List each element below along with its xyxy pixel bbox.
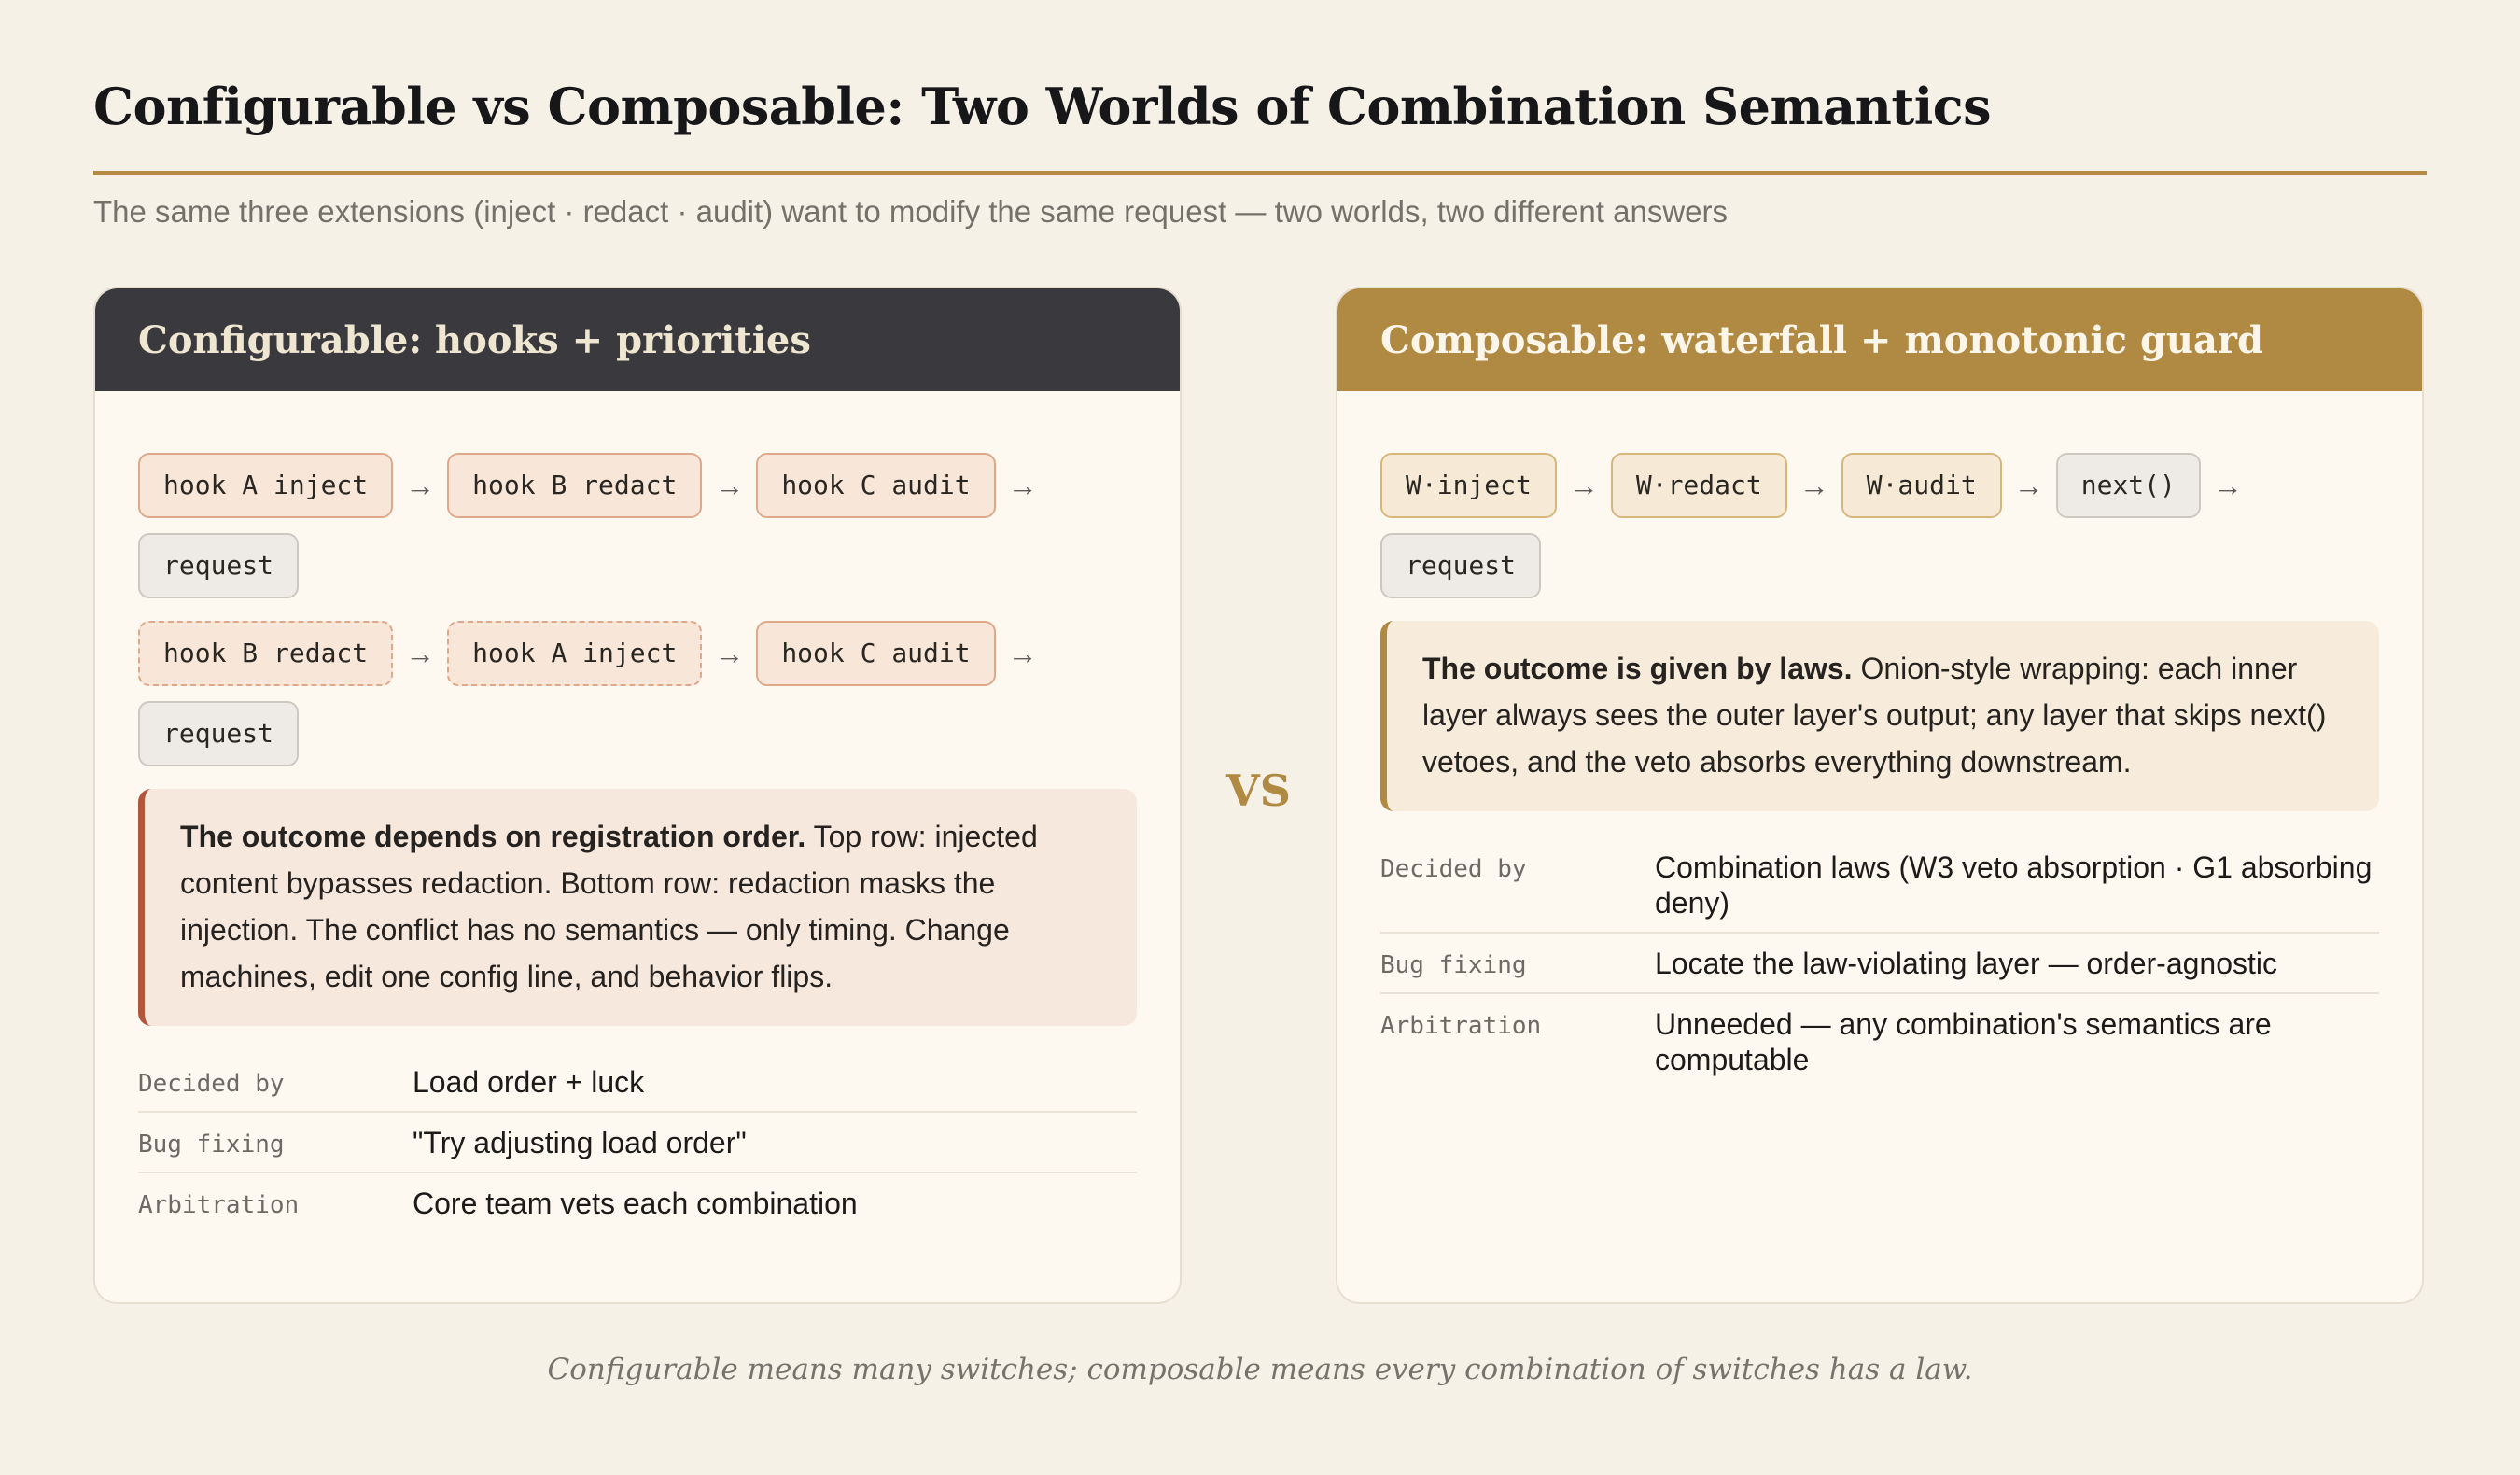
row-value: Core team vets each combination	[413, 1187, 858, 1220]
row-key: Decided by	[138, 1070, 285, 1098]
flow-row-top	[138, 453, 1137, 598]
arrow-right-icon: →	[1007, 637, 1038, 670]
row-value: Locate the law-violating layer — order-agnostic	[1655, 947, 2277, 980]
page-subtitle: The same three extensions (inject · redact · audit) want to modify the same request — two worlds, two different answers	[93, 194, 1728, 229]
arrow-right-icon: →	[1568, 469, 1599, 502]
table-row	[138, 1113, 1137, 1173]
table-row	[1380, 994, 2379, 1089]
flow-chip-w-redact: W·redact	[1611, 453, 1787, 518]
row-value: Combination laws (W3 veto absorption · G1 absorbing deny)	[1655, 850, 2373, 920]
row-key: Arbitration	[138, 1191, 300, 1219]
table-row	[138, 1052, 1137, 1113]
flow-chip-request: request	[1380, 533, 1541, 598]
callout-text: Onion-style wrapping: each inner layer always sees the outer layer's output; any layer that skips next() vetoes, and the veto absorbs everything downstream.	[1422, 652, 2327, 779]
vs-label: VS	[1226, 766, 1291, 816]
arrow-right-icon: →	[2013, 469, 2044, 502]
arrow-right-icon: →	[2212, 469, 2243, 502]
table-row	[138, 1173, 1137, 1232]
composable-panel-header: Composable: waterfall + monotonic guard	[1337, 288, 2422, 391]
flow-chip-w-audit: W·audit	[1841, 453, 2002, 518]
arrow-right-icon: →	[405, 637, 436, 670]
arrow-right-icon: →	[1007, 469, 1038, 502]
flow-row-waterfall	[1380, 453, 2379, 598]
table-row	[1380, 934, 2379, 994]
row-value: Unneeded — any combination's semantics are computable	[1655, 1007, 2272, 1076]
flow-chip-hook-a-inject: hook A inject	[447, 621, 702, 686]
registration-order-callout	[138, 789, 1137, 1026]
composable-panel	[1336, 287, 2424, 1304]
flow-chip-hook-b-redact: hook B redact	[447, 453, 702, 518]
row-key: Bug fixing	[138, 1131, 285, 1159]
footer-caption: Configurable means many switches; composable means every combination of switches has a law.	[547, 1353, 1973, 1386]
configurable-panel	[93, 287, 1182, 1304]
flow-chip-hook-c-audit: hook C audit	[756, 621, 995, 686]
page-title: Configurable vs Composable: Two Worlds of Combination Semantics	[93, 77, 1992, 136]
flow-chip-request: request	[138, 701, 299, 766]
row-value: Load order + luck	[413, 1065, 645, 1099]
flow-chip-hook-a-inject: hook A inject	[138, 453, 393, 518]
flow-chip-hook-b-redact: hook B redact	[138, 621, 393, 686]
callout-heading: The outcome is given by laws.	[1422, 652, 1853, 685]
arrow-right-icon: →	[714, 469, 745, 502]
row-value: "Try adjusting load order"	[413, 1126, 747, 1159]
arrow-right-icon: →	[1799, 469, 1829, 502]
callout-heading: The outcome depends on registration order.	[180, 820, 806, 853]
comparison-table	[138, 1052, 1137, 1232]
table-row	[1380, 837, 2379, 934]
arrow-right-icon: →	[714, 637, 745, 670]
flow-chip-request: request	[138, 533, 299, 598]
row-key: Bug fixing	[1380, 951, 1527, 979]
flow-chip-hook-c-audit: hook C audit	[756, 453, 995, 518]
flow-row-bottom	[138, 621, 1137, 766]
callout-text: Top row: injected content bypasses redaction. Bottom row: redaction masks the injection. The conflict has no semantics — only timing. Change machines, edit one config line, and behavior flips.	[180, 820, 1038, 993]
arrow-right-icon: →	[405, 469, 436, 502]
row-key: Arbitration	[1380, 1012, 1542, 1040]
row-key: Decided by	[1380, 855, 1527, 883]
title-divider	[93, 171, 2427, 175]
flow-chip-next: next()	[2056, 453, 2201, 518]
flow-chip-w-inject: W·inject	[1380, 453, 1557, 518]
configurable-panel-header: Configurable: hooks + priorities	[95, 288, 1180, 391]
comparison-table	[1380, 837, 2379, 1089]
laws-callout	[1380, 621, 2379, 811]
